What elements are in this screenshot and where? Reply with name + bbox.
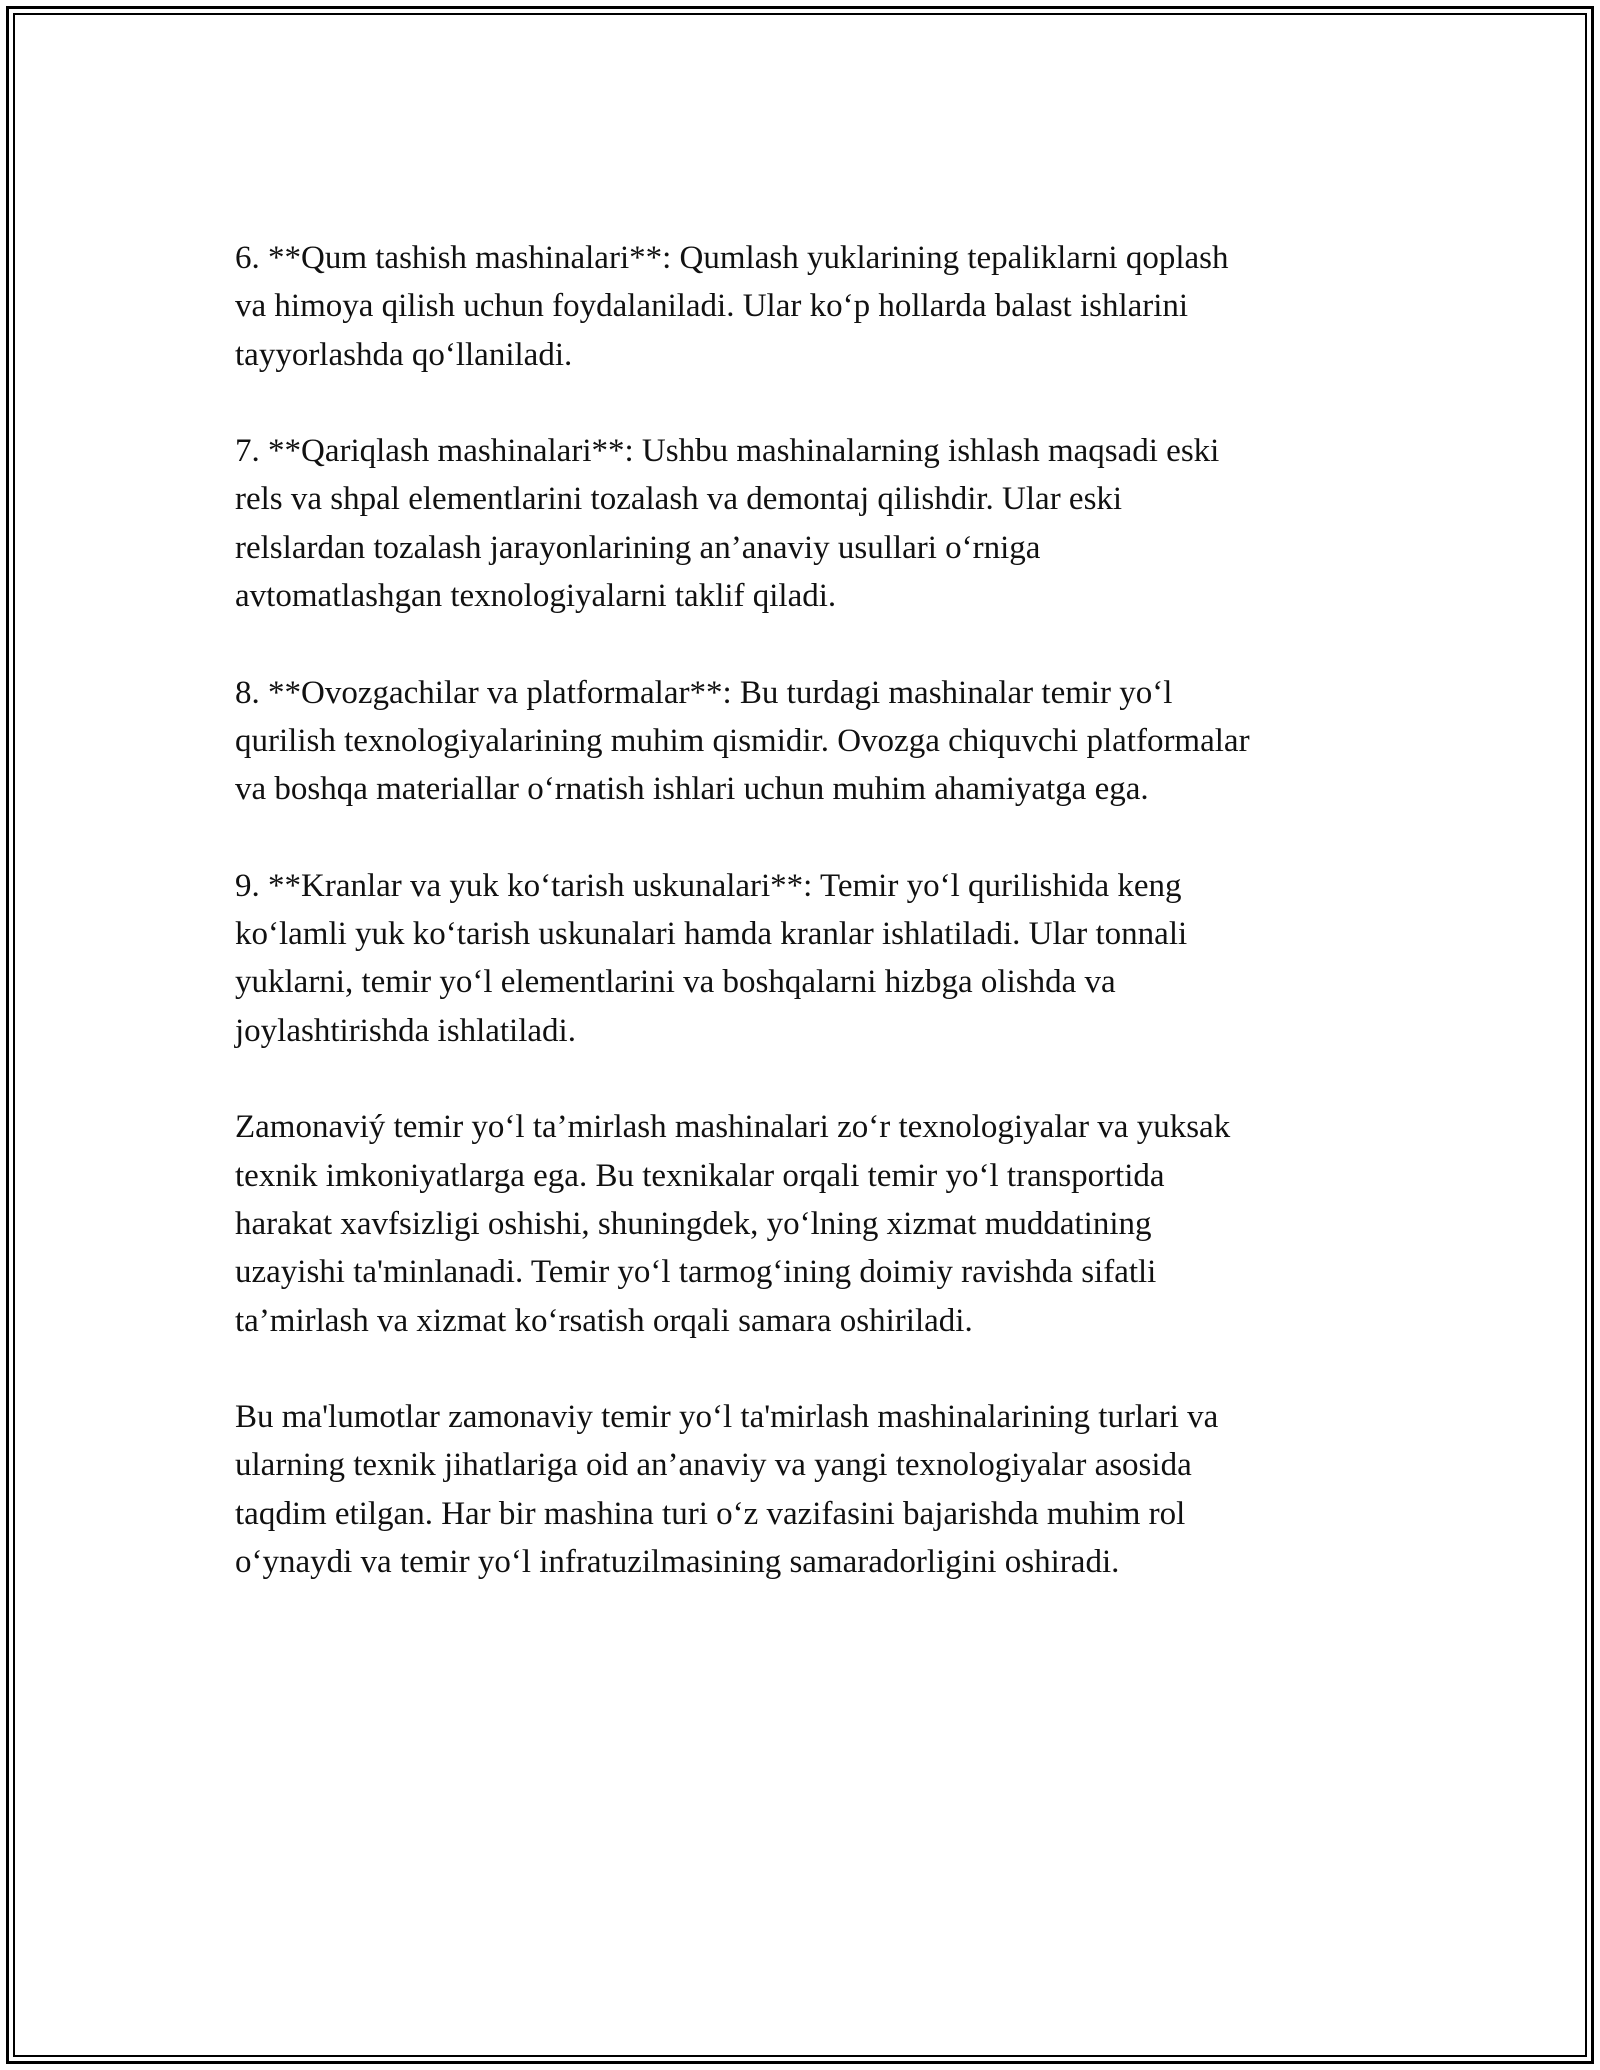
text-line: rels va shpal elementlarini tozalash va demontaj qilishdir. Ular eski: [235, 481, 1123, 518]
text-line: taqdim etilgan. Har bir mashina turi o‘z vazifasini bajarishda muhim rol: [235, 1495, 1186, 1532]
paragraph-7-qariqlash: [235, 427, 1385, 620]
paragraph-9-kranlar: [235, 862, 1385, 1055]
text-line: 8. **Ovozgachilar va platformalar**: Bu turdagi mashinalar temir yo‘l: [235, 674, 1173, 711]
text-line: ko‘lamli yuk ko‘tarish uskunalari hamda kranlar ishlatiladi. Ular tonnali: [235, 916, 1188, 953]
text-line: ta’mirlash va xizmat ko‘rsatish orqali samara oshiriladi.: [235, 1302, 973, 1339]
text-line: 9. **Kranlar va yuk ko‘tarish uskunalari**: Temir yo‘l qurilishida keng: [235, 867, 1182, 904]
text-line: tayyorlashda qo‘llaniladi.: [235, 336, 573, 373]
text-line: qurilish texnologiyalarining muhim qismidir. Ovozga chiquvchi platformalar: [235, 722, 1250, 759]
text-line: va boshqa materiallar o‘rnatish ishlari uchun muhim ahamiyatga ega.: [235, 771, 1149, 808]
text-line: 7. **Qariqlash mashinalari**: Ushbu mashinalarning ishlash maqsadi eski: [235, 433, 1220, 470]
paragraph-conclusion: [235, 1393, 1385, 1586]
text-line: texnik imkoniyatlarga ega. Bu texnikalar orqali temir yo‘l transportida: [235, 1157, 1165, 1194]
text-line: ularning texnik jihatlariga oid an’anaviy va yangi texnologiyalar asosida: [235, 1447, 1192, 1484]
text-line: harakat xavfsizligi oshishi, shuningdek, yo‘lning xizmat muddatining: [235, 1205, 1152, 1242]
text-line: o‘ynaydi va temir yo‘l infratuzilmasining samaradorligini oshiradi.: [235, 1544, 1120, 1581]
paragraph-8-ovozgachilar: [235, 669, 1385, 814]
document-body: [235, 234, 1385, 1635]
text-line: yuklarni, temir yo‘l elementlarini va boshqalarni hizbga olishda va: [235, 964, 1116, 1001]
text-line: uzayishi ta'minlanadi. Temir yo‘l tarmog‘ining doimiy ravishda sifatli: [235, 1254, 1157, 1291]
text-line: 6. **Qum tashish mashinalari**: Qumlash yuklarining tepaliklarni qoplash: [235, 240, 1229, 276]
text-line: avtomatlashgan texnologiyalarni taklif qiladi.: [235, 578, 837, 615]
text-line: joylashtirishda ishlatiladi.: [235, 1012, 576, 1049]
text-line: Zamonaviý temir yo‘l ta’mirlash mashinalari zo‘r texnologiyalar va yuksak: [235, 1109, 1231, 1146]
paragraph-6-qum-tashish: [235, 234, 1385, 379]
text-line: va himoya qilish uchun foydalaniladi. Ular ko‘p hollarda balast ishlarini: [235, 288, 1189, 325]
text-line: Bu ma'lumotlar zamonaviy temir yo‘l ta'mirlash mashinalarining turlari va: [235, 1399, 1219, 1436]
paragraph-zamonaviy: [235, 1103, 1385, 1344]
text-line: relslardan tozalash jarayonlarining an’anaviy usullari o‘rniga: [235, 529, 1041, 566]
